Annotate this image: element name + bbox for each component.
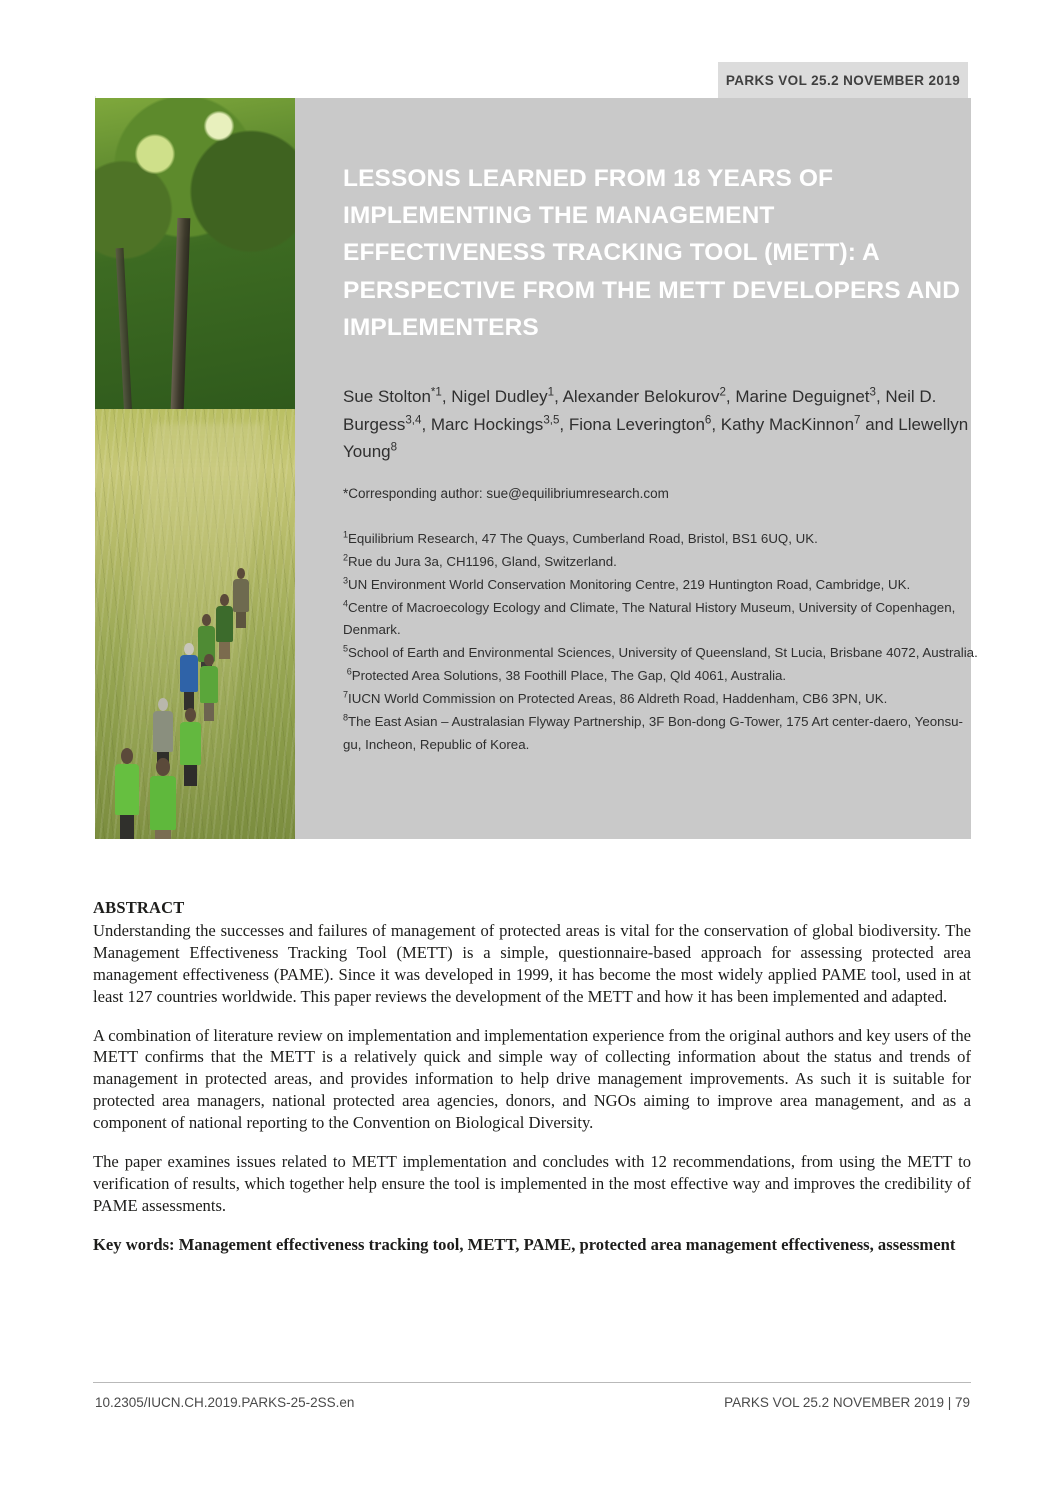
abstract-paragraph: Understanding the successes and failures of management of protected areas is vital for the conservation of global biodiversity. The Management Effectiveness Tracking Tool (METT) is a simple, questionnaire-based approach for assessing protected area management effectiveness (PAME). Since it was developed in 1999, it has become the most widely applied PAME tool, used in at least 127 countries worldwide. This paper reviews the development of the METT and how it has been implemented and adapted. [93, 921, 971, 1006]
photo-walker [180, 708, 201, 778]
footer-doi: 10.2305/IUCN.CH.2019.PARKS-25-2SS.en [95, 1395, 355, 1410]
photo-walker [115, 748, 139, 830]
footer-page-reference: PARKS VOL 25.2 NOVEMBER 2019 | 79 [724, 1395, 970, 1410]
footer-divider [93, 1382, 971, 1383]
photo-walker [233, 568, 249, 622]
photo-walker [200, 654, 218, 714]
photo-walkers-group [95, 98, 295, 839]
affiliations: $^1$Equilibrium Research, 47 The Quays, Cumberland Road, Bristol, BS1 6UQ, UK. $^2$Rue du Jura 3a, CH1196, Gland, Switzerland. $^3$UN Environment World Conservation Monitoring Centre, 219 Huntington Road, Cambridge, UK. $^4$Centre of Macroecology Ecology and Climate, The Natural History Museum, University of Copenhagen, Denmark. $^5$School of Earth and Environmental Sciences, University of Queensland, St Lucia, Brisbane 4072, Australia. $^6$Protected Area Solutions, 38 Foothill Place, The Gap, Qld 4061, Australia. $^7$IUCN World Commission on Protected Areas, 86 Aldreth Road, Haddenham, CB6 3PN, UK. $^8$The East Asian – Australasian Flyway Partnership, 3F Bon-dong G-Tower, 175 Art center-daero, Yeonsu-gu, Incheon, Republic of Korea. [343, 529, 978, 752]
photo-walker [180, 643, 198, 703]
abstract-heading: ABSTRACT [93, 898, 185, 917]
author-list: Sue Stolton$^{*1}$, Nigel Dudley$^1$, Alexander Belokurov$^2$, Marine Deguignet$^3$, Neil D. Burgess$^{3,4}$, Marc Hockings$^{3,5}$, Fiona Leverington$^6$, Kathy MacKinnon$^7$ and Llewellyn Young$^8$ [343, 386, 969, 462]
photo-walker [153, 698, 173, 764]
photo-walker [150, 758, 176, 839]
running-head: PARKS VOL 25.2 NOVEMBER 2019 [718, 62, 968, 98]
abstract-paragraph: The paper examines issues related to METT implementation and concludes with 12 recommendations, from using the METT to verification of results, which together help ensure the tool is implemented in the most effective way and improves the credibility of PAME assessments. [93, 1152, 971, 1215]
abstract-section [93, 898, 971, 1273]
page-margin [0, 96, 96, 406]
abstract-paragraph: A combination of literature review on implementation and implementation experience from the original authors and key users of the METT confirms that the METT is a relatively quick and simple way of collecting information about the status and trends of management in protected areas, and provides information to help drive management improvements. As such it is suitable for protected area managers, national protected area agencies, donors, and NGOs aiming to improve area management, and as a component of national reporting to the Convention on Biological Diversity. [93, 1025, 971, 1133]
cover-photo [95, 98, 295, 839]
page-title: LESSONS LEARNED FROM 18 YEARS OF IMPLEMENTING THE MANAGEMENT EFFECTIVENESS TRACKING TOOL (METT): A PERSPECTIVE FROM THE METT DEVELOPERS AND IMPLEMENTERS [343, 165, 961, 341]
corresponding-author: *Corresponding author: sue@equilibriumresearch.com [343, 486, 669, 501]
photo-walker [216, 594, 233, 652]
keywords: Key words: Management effectiveness tracking tool, METT, PAME, protected area management effectiveness, assessment [93, 1234, 956, 1254]
